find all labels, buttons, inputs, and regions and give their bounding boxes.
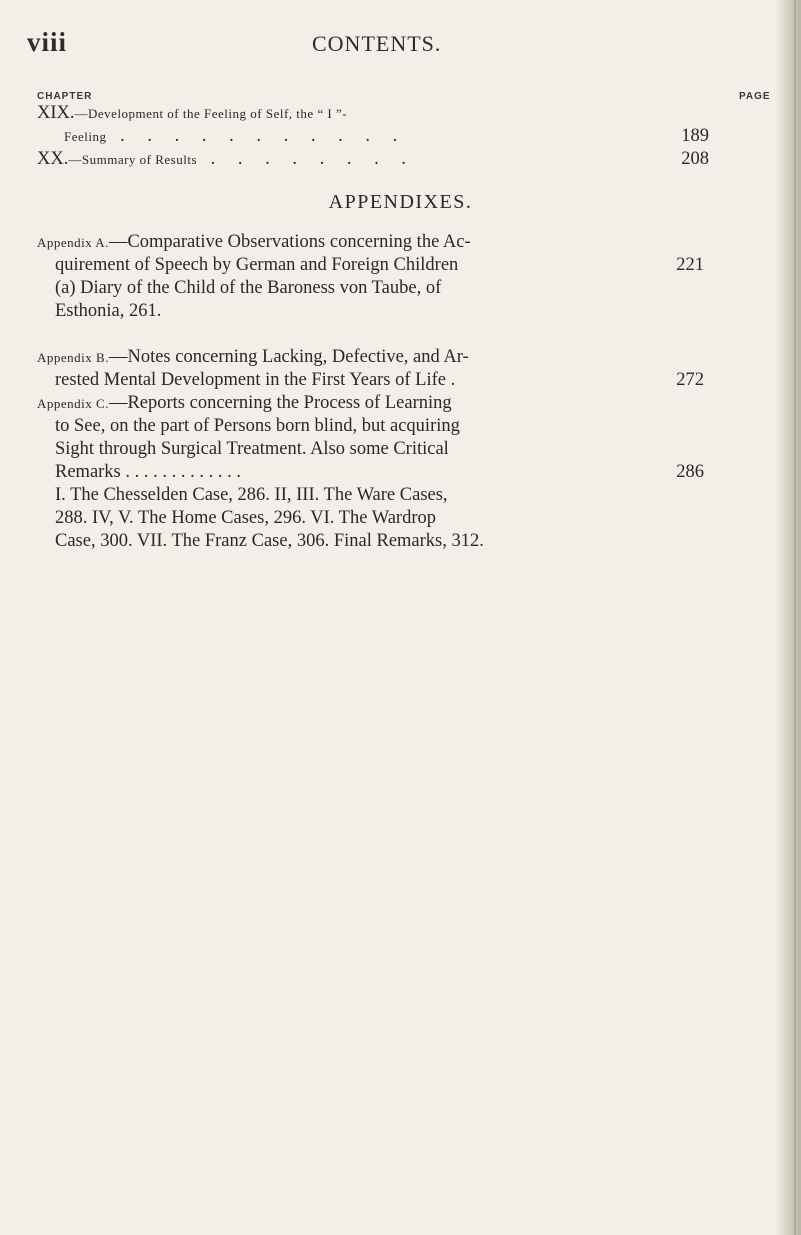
appendix-line: rested Mental Development in the First Years of Life .: [55, 370, 456, 390]
appendix-line: Esthonia, 261.: [55, 301, 162, 321]
page-edge: [775, 0, 801, 1235]
folio-page-number: viii: [27, 27, 68, 57]
appendix-line: Case, 300. VII. The Franz Case, 306. Final Remarks, 312.: [55, 531, 484, 551]
appendixes-heading: APPENDIXES.: [328, 191, 473, 213]
appendix-line: —Reports concerning the Process of Learning: [108, 393, 452, 413]
chapter-page-xx: 208: [681, 149, 709, 169]
chapter-page-xix: 189: [681, 126, 709, 146]
leader-dots: . . . . . . . . . . .: [106, 126, 407, 146]
appendix-page: 272: [676, 370, 704, 390]
chapter-entry-xix: [37, 102, 347, 125]
appendix-a: [37, 231, 709, 331]
page-edge-line: [794, 0, 796, 1235]
appendix-line: 288. IV, V. The Home Cases, 296. VI. The Wardrop: [55, 508, 436, 528]
page-column-label: PAGE: [739, 91, 771, 102]
chapter-entry-xx: [37, 148, 415, 171]
chapter-title-cont: Feeling: [64, 129, 107, 144]
appendix-c: [37, 392, 709, 562]
appendix-line: to See, on the part of Persons born blind, but acquiring: [55, 416, 460, 436]
running-head: CONTENTS.: [312, 31, 442, 56]
chapter-title: —Development of the Feeling of Self, the “ I ”-: [74, 106, 348, 121]
chapter-entry-xix-cont: [64, 125, 406, 148]
appendix-label: Appendix A.: [37, 235, 109, 250]
appendix-page: 221: [676, 255, 704, 275]
appendix-line: (a) Diary of the Child of the Baroness von Taube, of: [55, 278, 442, 298]
appendix-line: I. The Chesselden Case, 286. II, III. The Ware Cases,: [55, 485, 448, 505]
appendix-line: —Comparative Observations concerning the Ac-: [108, 232, 471, 252]
appendix-line: quirement of Speech by German and Foreign Children: [55, 255, 459, 275]
appendix-b: [37, 346, 709, 396]
chapter-title: —Summary of Results: [68, 152, 198, 167]
leader-dots: . . . . . . . .: [197, 149, 416, 169]
chapter-number: XIX.: [37, 103, 75, 123]
appendix-label: Appendix C.: [37, 396, 109, 411]
appendix-line: —Notes concerning Lacking, Defective, and Ar-: [108, 347, 469, 367]
appendix-page: 286: [676, 462, 704, 482]
chapter-column-label: CHAPTER: [37, 91, 93, 102]
appendix-label: Appendix B.: [37, 350, 109, 365]
chapter-number: XX.: [37, 149, 69, 169]
appendix-line: Remarks . . . . . . . . . . . . .: [55, 462, 242, 482]
appendix-line: Sight through Surgical Treatment. Also some Critical: [55, 439, 449, 459]
